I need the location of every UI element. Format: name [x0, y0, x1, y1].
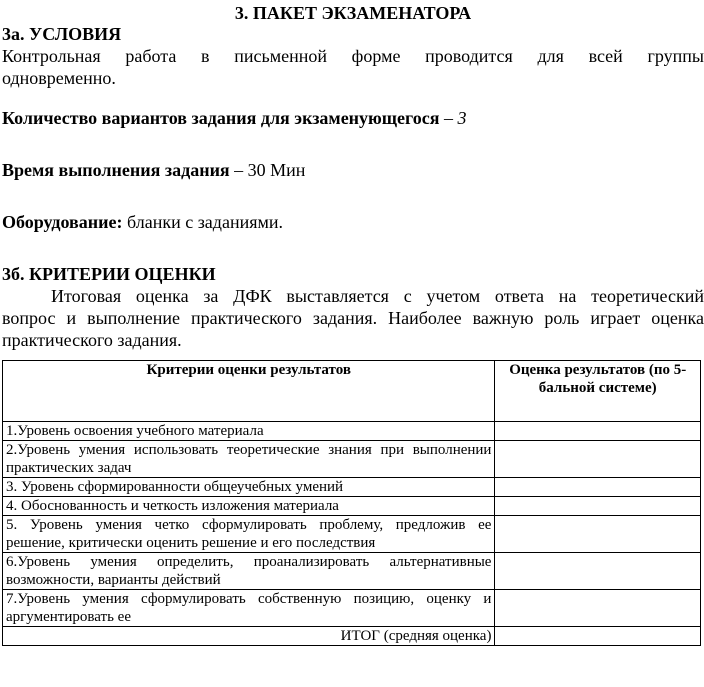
- criterion-3: 3. Уровень сформированности общеучебных умений: [3, 478, 495, 497]
- score-cell-2[interactable]: [495, 441, 701, 478]
- table-header-row: [3, 361, 701, 422]
- conditions-line-2: одновременно.: [2, 68, 116, 88]
- equipment-label: Оборудование:: [2, 212, 123, 232]
- total-label: ИТОГ (средняя оценка): [3, 627, 495, 646]
- col-score-header: Оценка результатов (по 5-бальной системе): [495, 361, 701, 422]
- criteria-title: 3б. КРИТЕРИИ ОЦЕНКИ: [2, 264, 216, 284]
- score-cell-5[interactable]: [495, 516, 701, 553]
- table-row: [3, 497, 701, 516]
- equipment-line: [2, 211, 704, 233]
- conditions-title: 3а. УСЛОВИЯ: [2, 24, 122, 44]
- score-cell-4[interactable]: [495, 497, 701, 516]
- criteria-line-2: вопрос и выполнение практического задания. Наиболее важную роль играет оценка: [2, 308, 704, 328]
- criterion-2: 2.Уровень умения использовать теоретические знания при выполнении практических задач: [3, 441, 495, 478]
- conditions-line-1: Контрольная работа в письменной форме проводится для всей группы: [2, 46, 704, 66]
- time-label: Время выполнения задания: [2, 160, 230, 180]
- table-total-row: [3, 627, 701, 646]
- score-cell-7[interactable]: [495, 590, 701, 627]
- criteria-line-1: Итоговая оценка за ДФК выставляется с учетом ответа на теоретический: [51, 286, 704, 306]
- criteria-table: [2, 360, 701, 646]
- document-page: [2, 0, 704, 351]
- criterion-1: 1.Уровень освоения учебного материала: [3, 422, 495, 441]
- criterion-4: 4. Обоснованность и четкость изложения материала: [3, 497, 495, 516]
- table-row: [3, 478, 701, 497]
- variants-label: Количество вариантов задания для экзаменующегося: [2, 108, 440, 128]
- criteria-line-3: практического задания.: [2, 330, 182, 350]
- page-title: 3. ПАКЕТ ЭКЗАМЕНАТОРА: [234, 3, 472, 23]
- table-row: [3, 516, 701, 553]
- variants-line: [2, 107, 704, 129]
- table-row: [3, 441, 701, 478]
- score-cell-3[interactable]: [495, 478, 701, 497]
- criterion-6: 6.Уровень умения определить, проанализировать альтернативные возможности, варианты действий: [3, 553, 495, 590]
- score-cell-6[interactable]: [495, 553, 701, 590]
- table-row: [3, 553, 701, 590]
- time-value: 30 Мин: [247, 160, 306, 180]
- variants-dash: –: [439, 108, 458, 128]
- equipment-value: бланки с заданиями.: [122, 212, 284, 232]
- table-row: [3, 422, 701, 441]
- time-dash: –: [229, 160, 248, 180]
- criterion-7: 7.Уровень умения сформулировать собственную позицию, оценку и аргументировать ее: [3, 590, 495, 627]
- time-line: [2, 159, 704, 181]
- total-score-cell[interactable]: [495, 627, 701, 646]
- criterion-5: 5. Уровень умения четко сформулировать проблему, предложив ее решение, критически оценить решение и его последствия: [3, 516, 495, 553]
- table-row: [3, 590, 701, 627]
- col-criteria-header: Критерии оценки результатов: [3, 361, 495, 422]
- variants-value: 3: [457, 108, 467, 128]
- score-cell-1[interactable]: [495, 422, 701, 441]
